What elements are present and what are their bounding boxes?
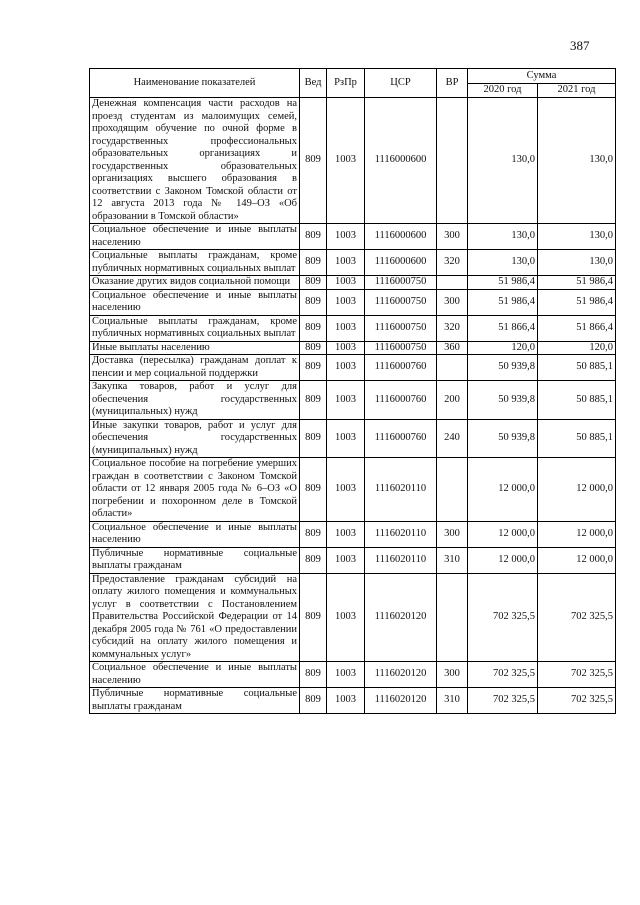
cell-y2021: 702 325,5 <box>538 662 616 688</box>
cell-rzpr: 1003 <box>327 276 365 290</box>
cell-ved: 809 <box>300 224 327 250</box>
cell-name: Иные выплаты населению <box>90 341 300 355</box>
cell-rzpr: 1003 <box>327 662 365 688</box>
cell-vr: 240 <box>437 419 468 458</box>
cell-name: Закупка товаров, работ и услуг для обеспечения государственных (муниципальных) нужд <box>90 381 300 420</box>
cell-y2020: 50 939,8 <box>468 355 538 381</box>
budget-table <box>89 68 616 714</box>
table-row <box>90 98 616 224</box>
cell-y2020: 12 000,0 <box>468 458 538 522</box>
cell-csr: 1116000760 <box>365 355 437 381</box>
cell-y2020: 130,0 <box>468 250 538 276</box>
cell-vr: 310 <box>437 547 468 573</box>
cell-y2020: 130,0 <box>468 98 538 224</box>
cell-name: Оказание других видов социальной помощи <box>90 276 300 290</box>
cell-vr <box>437 573 468 662</box>
cell-csr: 1116000760 <box>365 419 437 458</box>
cell-y2020: 51 986,4 <box>468 276 538 290</box>
cell-y2021: 130,0 <box>538 250 616 276</box>
cell-y2021: 12 000,0 <box>538 521 616 547</box>
cell-vr: 320 <box>437 315 468 341</box>
cell-ved: 809 <box>300 419 327 458</box>
cell-y2020: 12 000,0 <box>468 547 538 573</box>
cell-name: Публичные нормативные социальные выплаты гражданам <box>90 688 300 714</box>
cell-csr: 1116020120 <box>365 662 437 688</box>
table-row <box>90 381 616 420</box>
cell-csr: 1116000600 <box>365 250 437 276</box>
page-number: 387 <box>570 38 590 53</box>
cell-name: Социальные выплаты гражданам, кроме публичных нормативных социальных выплат <box>90 250 300 276</box>
cell-y2021: 51 986,4 <box>538 289 616 315</box>
cell-rzpr: 1003 <box>327 381 365 420</box>
table-row <box>90 521 616 547</box>
cell-name: Социальное обеспечение и иные выплаты населению <box>90 289 300 315</box>
cell-vr: 300 <box>437 289 468 315</box>
cell-ved: 809 <box>300 289 327 315</box>
header-2020: 2020 год <box>468 84 538 98</box>
cell-rzpr: 1003 <box>327 419 365 458</box>
cell-y2021: 50 885,1 <box>538 355 616 381</box>
cell-name: Социальные выплаты гражданам, кроме публичных нормативных социальных выплат <box>90 315 300 341</box>
cell-rzpr: 1003 <box>327 458 365 522</box>
cell-y2020: 702 325,5 <box>468 688 538 714</box>
cell-name: Публичные нормативные социальные выплаты гражданам <box>90 547 300 573</box>
cell-csr: 1116000760 <box>365 381 437 420</box>
table-row <box>90 315 616 341</box>
cell-ved: 809 <box>300 521 327 547</box>
table-row <box>90 458 616 522</box>
table-row <box>90 573 616 662</box>
table-row <box>90 355 616 381</box>
cell-y2020: 50 939,8 <box>468 381 538 420</box>
cell-rzpr: 1003 <box>327 341 365 355</box>
cell-name: Социальное обеспечение и иные выплаты населению <box>90 521 300 547</box>
table-row <box>90 276 616 290</box>
header-ved: Вед <box>300 69 327 98</box>
cell-rzpr: 1003 <box>327 289 365 315</box>
cell-csr: 1116020120 <box>365 573 437 662</box>
cell-vr <box>437 276 468 290</box>
cell-y2020: 51 986,4 <box>468 289 538 315</box>
cell-vr: 360 <box>437 341 468 355</box>
cell-rzpr: 1003 <box>327 250 365 276</box>
cell-csr: 1116000750 <box>365 315 437 341</box>
cell-y2021: 12 000,0 <box>538 547 616 573</box>
cell-csr: 1116020110 <box>365 521 437 547</box>
header-csr: ЦСР <box>365 69 437 98</box>
cell-vr <box>437 98 468 224</box>
header-sum: Сумма <box>468 69 616 84</box>
cell-csr: 1116000600 <box>365 98 437 224</box>
cell-csr: 1116020120 <box>365 688 437 714</box>
cell-rzpr: 1003 <box>327 573 365 662</box>
cell-vr: 300 <box>437 224 468 250</box>
cell-y2020: 130,0 <box>468 224 538 250</box>
cell-ved: 809 <box>300 458 327 522</box>
cell-csr: 1116000600 <box>365 224 437 250</box>
cell-csr: 1116000750 <box>365 289 437 315</box>
cell-y2021: 702 325,5 <box>538 573 616 662</box>
cell-y2021: 50 885,1 <box>538 381 616 420</box>
cell-y2021: 130,0 <box>538 224 616 250</box>
table-row <box>90 250 616 276</box>
cell-y2020: 702 325,5 <box>468 573 538 662</box>
cell-ved: 809 <box>300 98 327 224</box>
cell-ved: 809 <box>300 250 327 276</box>
table-row <box>90 662 616 688</box>
cell-rzpr: 1003 <box>327 521 365 547</box>
cell-csr: 1116020110 <box>365 547 437 573</box>
cell-name: Социальное обеспечение и иные выплаты населению <box>90 662 300 688</box>
cell-ved: 809 <box>300 276 327 290</box>
cell-y2021: 50 885,1 <box>538 419 616 458</box>
cell-y2021: 12 000,0 <box>538 458 616 522</box>
cell-ved: 809 <box>300 355 327 381</box>
cell-y2020: 12 000,0 <box>468 521 538 547</box>
cell-ved: 809 <box>300 547 327 573</box>
cell-y2021: 120,0 <box>538 341 616 355</box>
cell-csr: 1116000750 <box>365 276 437 290</box>
cell-name: Социальное обеспечение и иные выплаты населению <box>90 224 300 250</box>
table-row <box>90 224 616 250</box>
cell-y2020: 702 325,5 <box>468 662 538 688</box>
cell-ved: 809 <box>300 341 327 355</box>
cell-y2021: 702 325,5 <box>538 688 616 714</box>
cell-ved: 809 <box>300 573 327 662</box>
cell-rzpr: 1003 <box>327 224 365 250</box>
cell-rzpr: 1003 <box>327 315 365 341</box>
cell-csr: 1116020110 <box>365 458 437 522</box>
header-vr: ВР <box>437 69 468 98</box>
cell-y2020: 120,0 <box>468 341 538 355</box>
header-2021: 2021 год <box>538 84 616 98</box>
cell-y2020: 51 866,4 <box>468 315 538 341</box>
cell-name: Денежная компенсация части расходов на проезд студентам из малоимущих семей, проходящим обучение по очной форме в государственных профессиональных образовательных организациях и государственных образовательных организациях высшего образования в соответствии с Законом Томской области от 12 августа 2013 года № 149–ОЗ «Об образовании в Томской области» <box>90 98 300 224</box>
cell-name: Доставка (пересылка) гражданам доплат к пенсии и мер социальной поддержки <box>90 355 300 381</box>
cell-vr: 310 <box>437 688 468 714</box>
cell-rzpr: 1003 <box>327 98 365 224</box>
cell-vr: 300 <box>437 662 468 688</box>
header-name: Наименование показателей <box>90 69 300 98</box>
cell-name: Предоставление гражданам субсидий на оплату жилого помещения и коммунальных услуг в соответствии с Постановлением Правительства Российской Федерации от 14 декабря 2005 года № 761 «О предоставлении субсидий на оплату жилого помещения и коммунальных услуг» <box>90 573 300 662</box>
cell-vr: 300 <box>437 521 468 547</box>
cell-name: Социальное пособие на погребение умерших граждан в соответствии с Законом Томской области от 12 января 2005 года № 6–ОЗ «О погребении и похоронном деле в Томской области» <box>90 458 300 522</box>
cell-ved: 809 <box>300 315 327 341</box>
cell-y2021: 130,0 <box>538 98 616 224</box>
cell-vr <box>437 355 468 381</box>
cell-y2021: 51 986,4 <box>538 276 616 290</box>
cell-vr <box>437 458 468 522</box>
cell-vr: 320 <box>437 250 468 276</box>
table-row <box>90 419 616 458</box>
cell-y2020: 50 939,8 <box>468 419 538 458</box>
cell-rzpr: 1003 <box>327 547 365 573</box>
cell-name: Иные закупки товаров, работ и услуг для обеспечения государственных (муниципальных) нужд <box>90 419 300 458</box>
cell-ved: 809 <box>300 381 327 420</box>
cell-vr: 200 <box>437 381 468 420</box>
cell-ved: 809 <box>300 688 327 714</box>
table-row <box>90 289 616 315</box>
table-row <box>90 688 616 714</box>
cell-rzpr: 1003 <box>327 355 365 381</box>
table-row <box>90 547 616 573</box>
cell-rzpr: 1003 <box>327 688 365 714</box>
cell-csr: 1116000750 <box>365 341 437 355</box>
cell-ved: 809 <box>300 662 327 688</box>
header-rzpr: РзПр <box>327 69 365 98</box>
table-row <box>90 341 616 355</box>
cell-y2021: 51 866,4 <box>538 315 616 341</box>
